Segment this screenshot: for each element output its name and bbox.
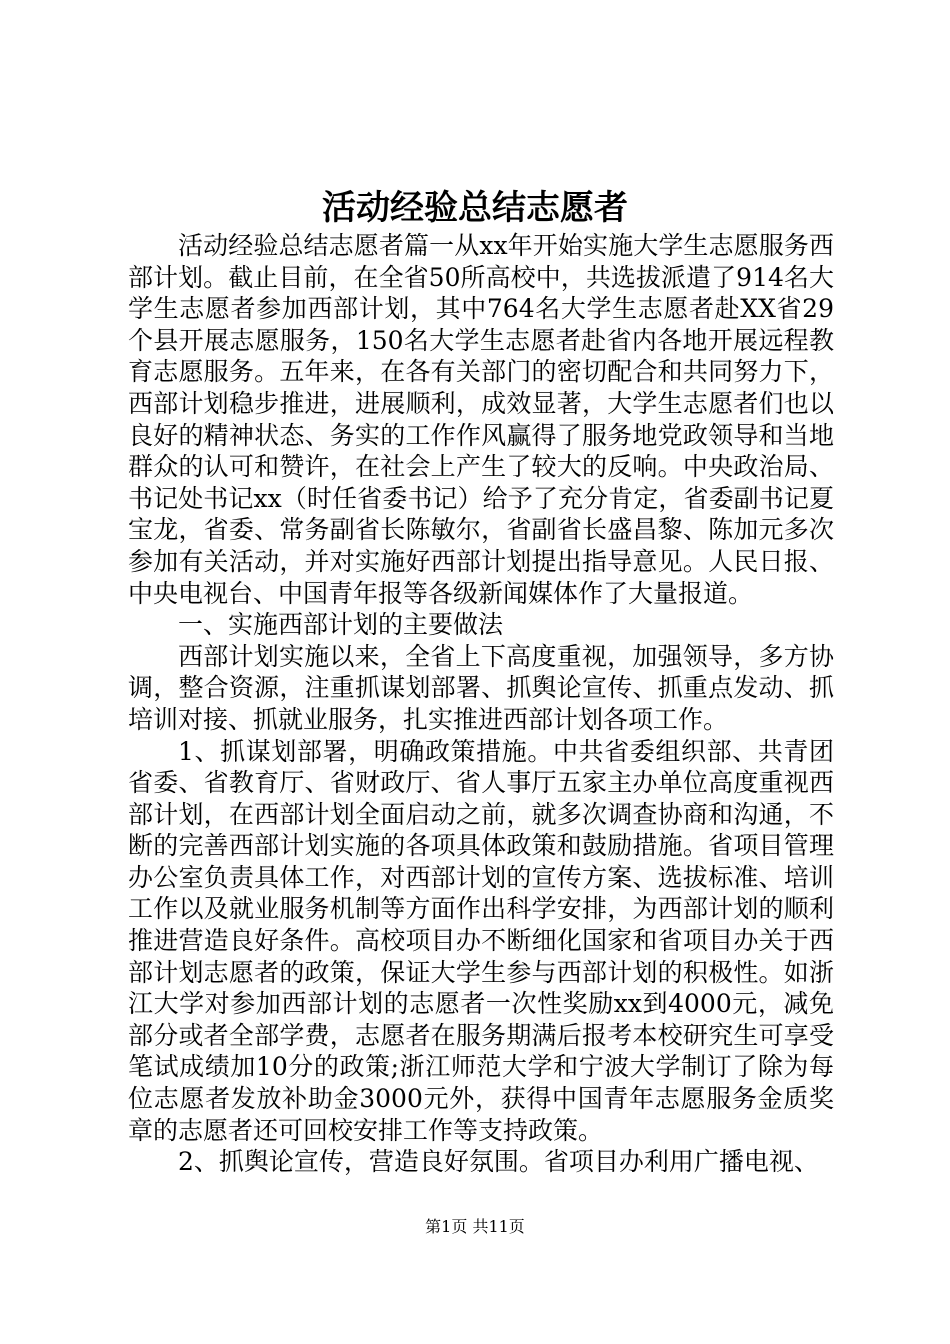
paragraph-intro: 活动经验总结志愿者篇一从xx年开始实施大学生志愿服务西部计划。截止目前，在全省50所高校中，共选拔派遣了914名大学生志愿者参加西部计划，其中764名大学生志愿者赴XX省29个县开展志愿服务，150名大学生志愿者赴省内各地开展远程教育志愿服务。五年来，在各有关部门的密切配合和共同努力下，西部计划稳步推进，进展顺利，成效显著，大学生志愿者们也以良好的精神状态、务实的工作作风赢得了服务地党政领导和当地群众的认可和赞许，在社会上产生了较大的反响。中央政治局、书记处书记xx（时任省委书记）给予了充分肯定，省委副书记夏宝龙，省委、常务副省长陈敏尔，省副省长盛昌黎、陈加元多次参加有关活动，并对实施好西部计划提出指导意见。人民日报、中央电视台、中国青年报等各级新闻媒体作了大量报道。 — [128, 231, 834, 608]
page-indicator: 第1页 共11页 — [425, 1217, 525, 1236]
document-title: 活动经验总结志愿者 — [322, 188, 628, 228]
section-heading: 一、实施西部计划的主要做法 — [178, 610, 504, 640]
paragraph-overview: 西部计划实施以来，全省上下高度重视，加强领导，多方协调，整合资源，注重抓谋划部署、抓舆论宣传、抓重点发动、抓培训对接、抓就业服务，扎实推进西部计划各项工作。 — [128, 641, 834, 734]
paragraph-item-2: 2、抓舆论宣传，营造良好氛围。省项目办利用广播电视、 — [178, 1147, 819, 1177]
paragraph-item-1: 1、抓谋划部署，明确政策措施。中共省委组织部、共青团省委、省教育厅、省财政厅、省人事厅五家主办单位高度重视西部计划，在西部计划全面启动之前，就多次调查协商和沟通，不断的完善西部计划实施的各项具体政策和鼓励措施。省项目管理办公室负责具体工作，对西部计划的宣传方案、选拔标准、培训工作以及就业服务机制等方面作出科学安排，为西部计划的顺利推进营造良好条件。高校项目办不断细化国家和省项目办关于西部计划志愿者的政策，保证大学生参与西部计划的积极性。如浙江大学对参加西部计划的志愿者一次性奖励xx到4000元，减免部分或者全部学费，志愿者在服务期满后报考本校研究生可享受笔试成绩加10分的政策;浙江师范大学和宁波大学制订了除为每位志愿者发放补助金3000元外，获得中国青年志愿服务金质奖章的志愿者还可回校安排工作等支持政策。 — [128, 736, 834, 1145]
document-body — [128, 230, 834, 1178]
